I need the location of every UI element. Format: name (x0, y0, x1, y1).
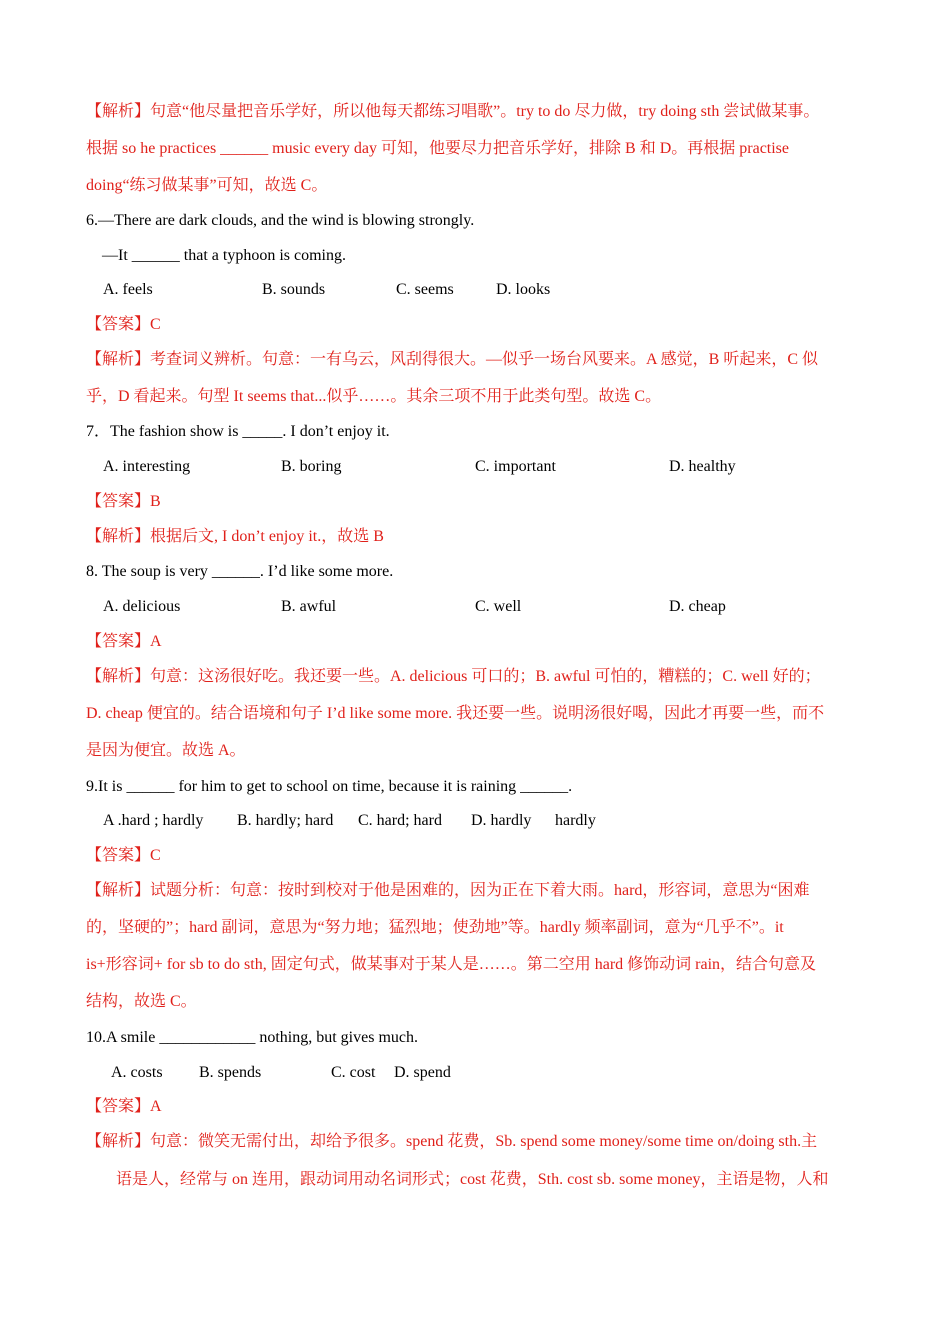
explanation-line: doing“练习做某事”可知，故选 C。 (86, 177, 328, 194)
explanation-line: D. cheap 便宜的。结合语境和句子 I’d like some more. 我还要一些。说明汤很好喝，因此才再要一些，而不 (86, 705, 825, 722)
option-a: A. costs (111, 1064, 163, 1081)
explanation-line: 的，坚硬的”；hard 副词，意思为“努力地；猛烈地；使劲地”等。hardly 频率副词，意为“几乎不”。it (86, 919, 784, 936)
option-d: D. hardly (471, 812, 532, 829)
option-b: B. hardly; hard (237, 812, 334, 829)
option-a: A. delicious (103, 598, 181, 615)
question-stem: 8. The soup is very ______. I’d like some more. (86, 563, 394, 580)
explanation-line: 【解析】根据后文, I don’t enjoy it.，故选 B (86, 528, 384, 545)
explanation-line: 结构，故选 C。 (86, 993, 197, 1010)
question-stem: 6.—There are dark clouds, and the wind is blowing strongly. (86, 212, 475, 229)
option-a: A. interesting (103, 458, 191, 475)
answer-line: 【答案】C (86, 847, 161, 864)
explanation-line: 是因为便宜。故选 A。 (86, 742, 246, 759)
option-b: B. sounds (262, 281, 326, 298)
option-c: C. cost (331, 1064, 376, 1081)
option-d: D. looks (496, 281, 551, 298)
option-c: C. hard; hard (358, 812, 442, 829)
answer-line: 【答案】A (86, 1098, 162, 1115)
explanation-line: 【解析】句意“他尽量把音乐学好，所以他每天都练习唱歌”。try to do 尽力做，try doing sth 尝试做某事。 (86, 103, 820, 120)
option-c: C. well (475, 598, 522, 615)
option-d: D. cheap (669, 598, 726, 615)
answer-line: 【答案】C (86, 316, 161, 333)
explanation-line: 【解析】试题分析：句意：按时到校对于他是困难的，因为正在下着大雨。hard，形容词，意思为“困难 (86, 882, 810, 899)
option-c: C. important (475, 458, 556, 475)
question-stem: —It ______ that a typhoon is coming. (102, 247, 346, 264)
explanation-line: 根据 so he practices ______ music every day 可知，他要尽力把音乐学好，排除 B 和 D。再根据 practise (86, 140, 790, 157)
explanation-line: 语是人，经常与 on 连用，跟动词用动名词形式；cost 花费，Sth. cost sb. some money，主语是物，人和 (116, 1171, 829, 1188)
option-d: D. spend (394, 1064, 451, 1081)
explanation-line: 【解析】句意：这汤很好吃。我还要一些。A. delicious 可口的；B. awful 可怕的，糟糕的；C. well 好的； (86, 668, 821, 685)
answer-line: 【答案】A (86, 633, 162, 650)
question-stem: 9.It is ______ for him to get to school on time, because it is raining ______. (86, 778, 573, 795)
explanation-line: 【解析】考查词义辨析。句意：一有乌云，风刮得很大。—似乎一场台风要来。A 感觉，B 听起来，C 似 (86, 351, 819, 368)
question-stem: 7．The fashion show is _____. I don’t enjoy it. (86, 423, 390, 440)
option-a: A. feels (103, 281, 153, 298)
answer-line: 【答案】B (86, 493, 161, 510)
option-b: B. spends (199, 1064, 262, 1081)
option-c: C. seems (396, 281, 454, 298)
option-d: D. healthy (669, 458, 736, 475)
option-b: B. awful (281, 598, 337, 615)
option-d-second-word: hardly (555, 812, 596, 829)
option-a: A .hard ; hardly (103, 812, 204, 829)
question-stem: 10.A smile ____________ nothing, but gives much. (86, 1029, 418, 1046)
explanation-line: is+形容词+ for sb to do sth, 固定句式，做某事对于某人是……。第二空用 hard 修饰动词 rain，结合句意及 (86, 956, 817, 973)
explanation-line: 【解析】句意：微笑无需付出，却给予很多。spend 花费，Sb. spend some money/some time on/doing sth.主 (86, 1133, 818, 1150)
option-b: B. boring (281, 458, 342, 475)
explanation-line: 乎，D 看起来。句型 It seems that...似乎……。其余三项不用于此类句型。故选 C。 (86, 388, 662, 405)
